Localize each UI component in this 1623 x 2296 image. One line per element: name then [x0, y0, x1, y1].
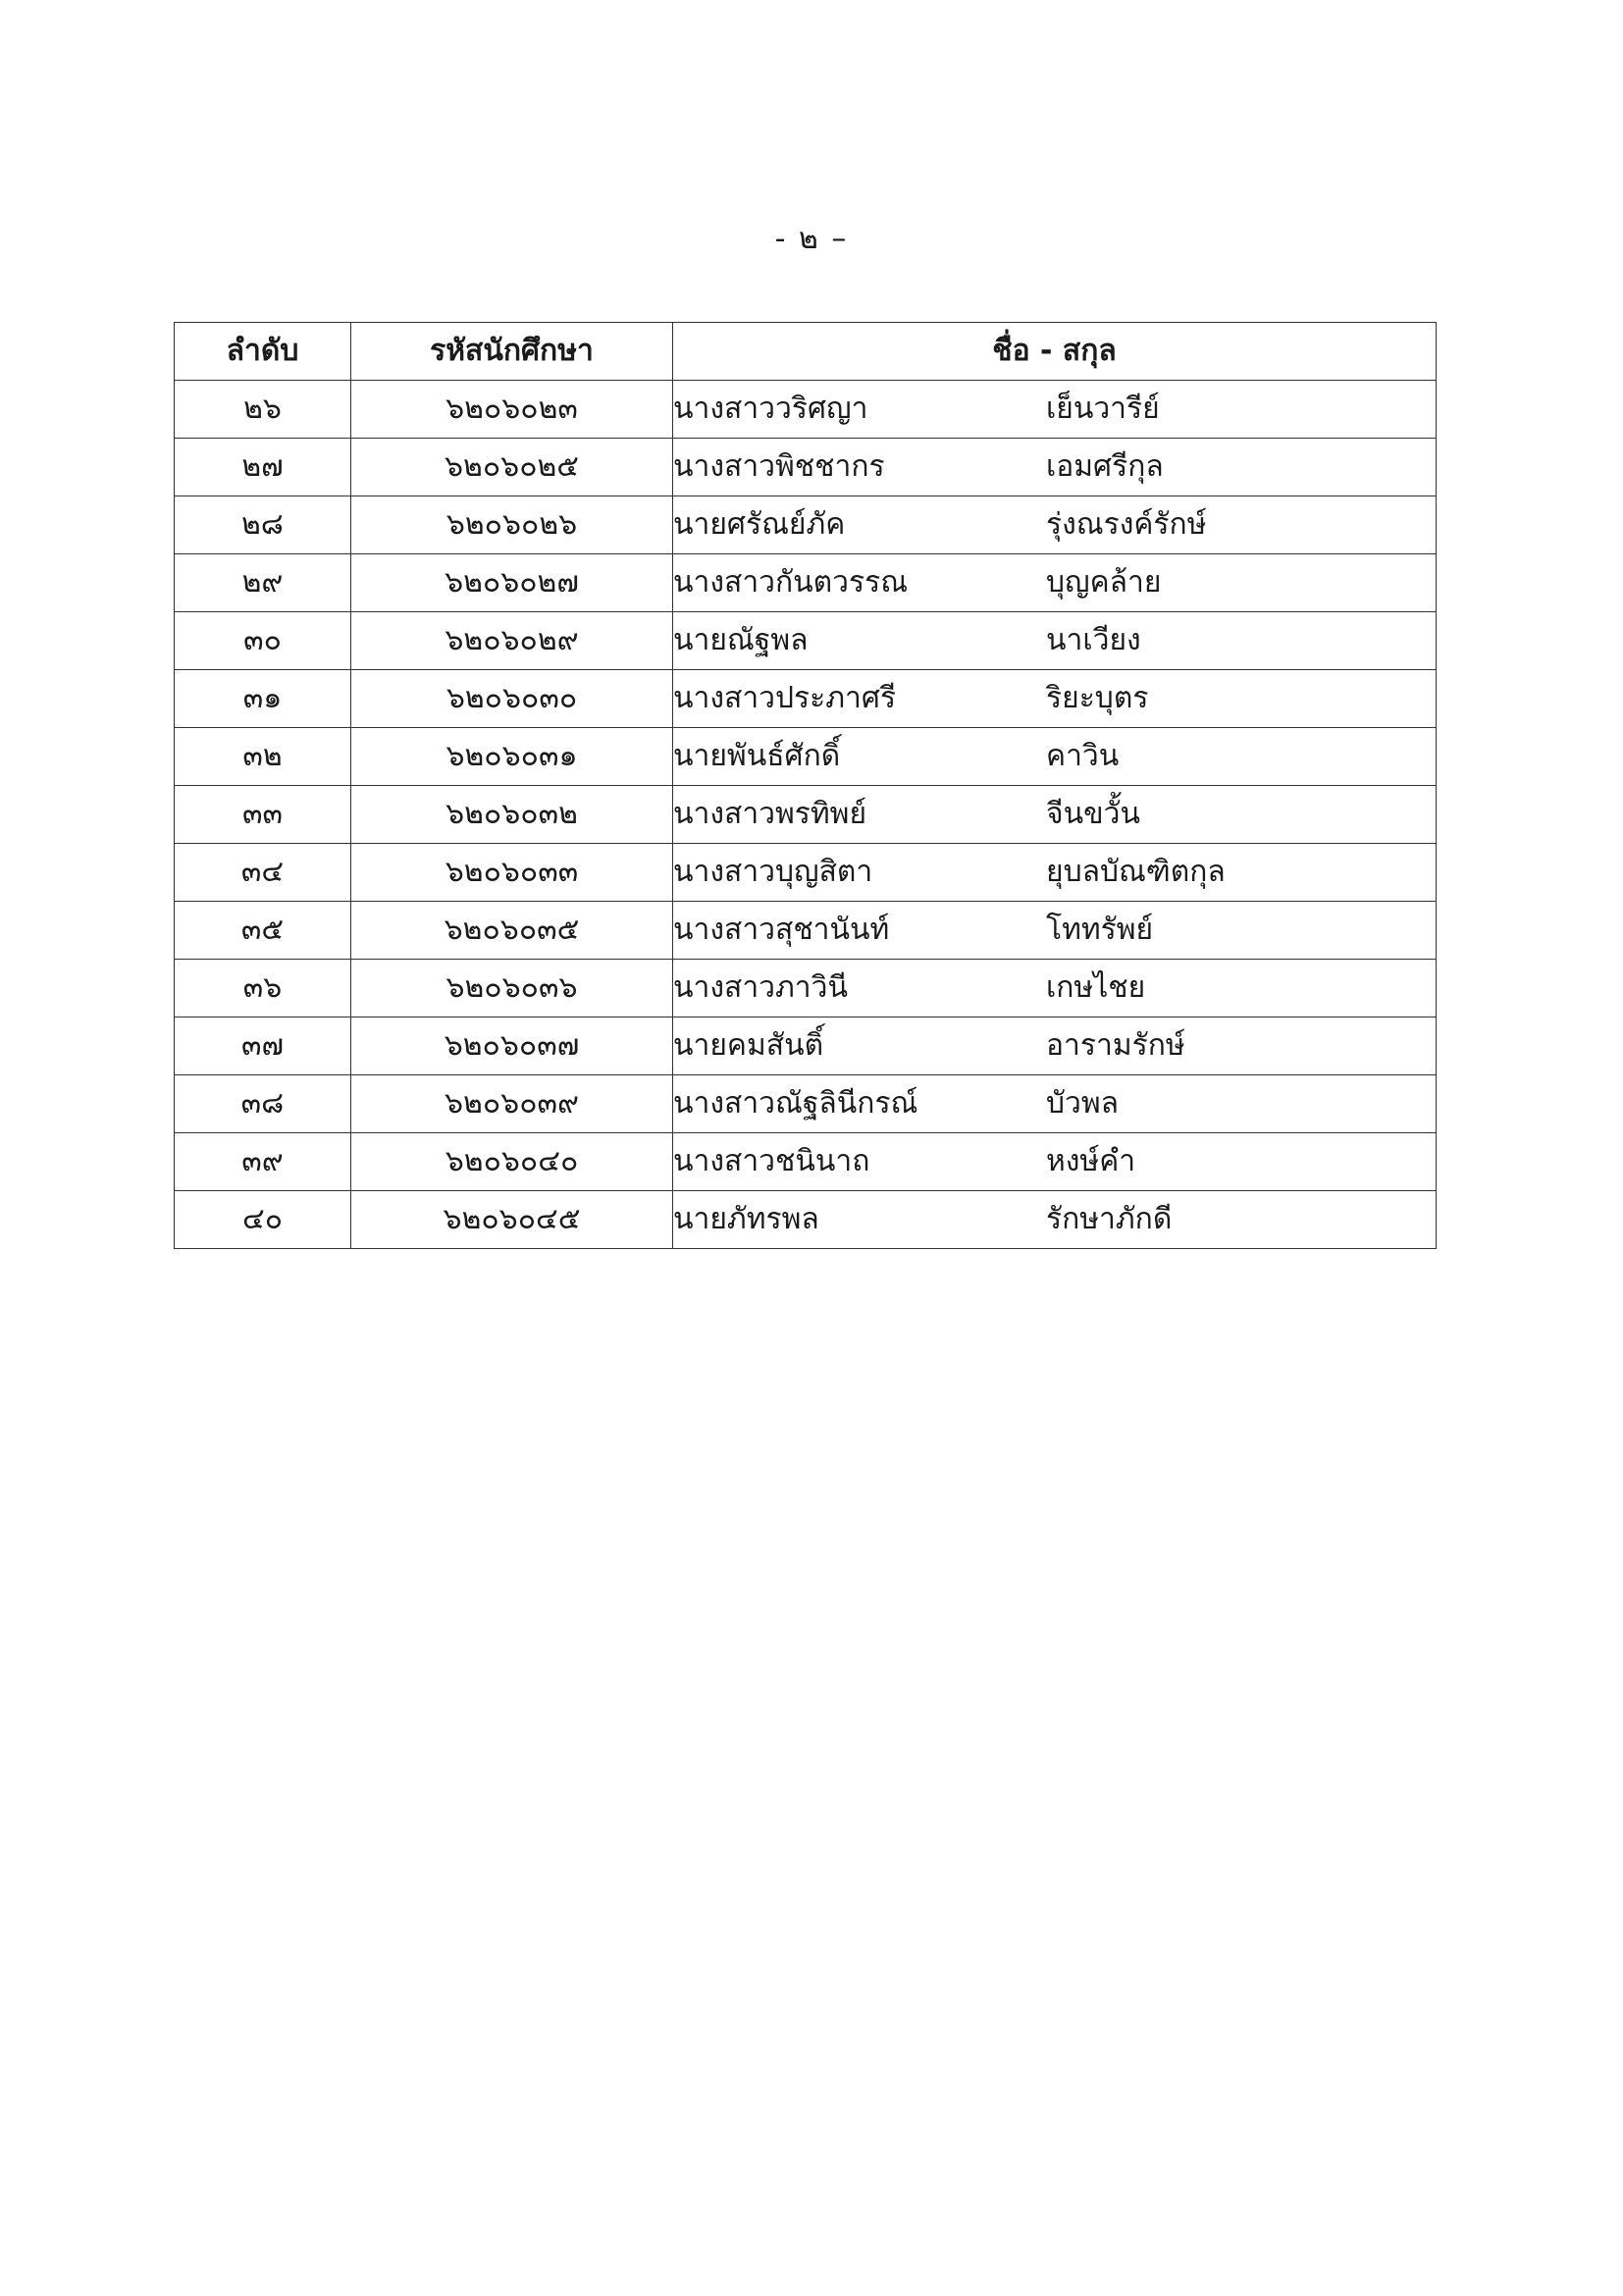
student-id: ๖๒๐๖๐๓๙ — [351, 1075, 673, 1133]
table-row — [175, 844, 1437, 902]
header-student-id: รหัสนักศึกษา — [351, 323, 673, 381]
student-id: ๖๒๐๖๐๓๒ — [351, 786, 673, 844]
student-id: ๖๒๐๖๐๔๐ — [351, 1133, 673, 1191]
student-id: ๖๒๐๖๐๓๗ — [351, 1018, 673, 1075]
last-name: เกษไชย — [1046, 970, 1146, 1005]
last-name: เย็นวารีย์ — [1046, 391, 1160, 426]
page-number: - ๒ – — [774, 222, 849, 256]
table-row — [175, 1191, 1437, 1249]
student-id: ๖๒๐๖๐๓๐ — [351, 670, 673, 728]
table-row — [175, 902, 1437, 960]
row-number: ๓๑ — [175, 670, 351, 728]
header-number: ลำดับ — [175, 323, 351, 381]
first-name: นางสาวประภาศรี — [673, 681, 897, 715]
student-id: ๖๒๐๖๐๒๓ — [351, 381, 673, 439]
row-number: ๒๘ — [175, 496, 351, 554]
row-number: ๓๔ — [175, 844, 351, 902]
table-row — [175, 496, 1437, 554]
table-row — [175, 381, 1437, 439]
table-row — [175, 786, 1437, 844]
table-row — [175, 960, 1437, 1018]
last-name: รักษาภักดี — [1046, 1202, 1173, 1236]
full-name-cell — [673, 439, 1437, 496]
last-name: หงษ์คำ — [1046, 1144, 1136, 1178]
first-name: นางสาววริศญา — [673, 391, 868, 426]
table-body — [175, 381, 1437, 1249]
student-id: ๖๒๐๖๐๓๕ — [351, 902, 673, 960]
full-name-cell — [673, 1133, 1437, 1191]
row-number: ๓๕ — [175, 902, 351, 960]
last-name: จีนขวั้น — [1046, 797, 1140, 831]
student-id: ๖๒๐๖๐๓๑ — [351, 728, 673, 786]
row-number: ๔๐ — [175, 1191, 351, 1249]
first-name: นางสาวสุชานันท์ — [673, 913, 890, 947]
first-name: นางสาวพิชชากร — [673, 449, 885, 484]
row-number: ๓๘ — [175, 1075, 351, 1133]
full-name-cell — [673, 496, 1437, 554]
row-number: ๓๗ — [175, 1018, 351, 1075]
last-name: ยุบลบัณฑิตกุล — [1046, 855, 1226, 889]
first-name: นางสาวกันตวรรณ — [673, 565, 909, 600]
first-name: นางสาวณัฐลินีกรณ์ — [673, 1086, 918, 1121]
last-name: เอมศรีกุล — [1046, 449, 1164, 484]
row-number: ๒๖ — [175, 381, 351, 439]
full-name-cell — [673, 960, 1437, 1018]
table-row — [175, 612, 1437, 670]
first-name: นายคมสันติ์ — [673, 1028, 824, 1063]
first-name: นางสาวพรทิพย์ — [673, 797, 867, 831]
table-row — [175, 1018, 1437, 1075]
row-number: ๓๖ — [175, 960, 351, 1018]
last-name: รุ่งณรงค์รักษ์ — [1046, 507, 1207, 542]
row-number: ๓๓ — [175, 786, 351, 844]
last-name: นาเวียง — [1046, 623, 1141, 657]
last-name: โททรัพย์ — [1046, 913, 1154, 947]
full-name-cell — [673, 670, 1437, 728]
first-name: นายพันธ์ศักดิ์ — [673, 739, 841, 773]
first-name: นายศรัณย์ภัค — [673, 507, 846, 542]
full-name-cell — [673, 786, 1437, 844]
row-number: ๒๗ — [175, 439, 351, 496]
full-name-cell — [673, 554, 1437, 612]
student-roster-table — [174, 322, 1437, 1249]
student-id: ๖๒๐๖๐๓๓ — [351, 844, 673, 902]
student-id: ๖๒๐๖๐๒๙ — [351, 612, 673, 670]
last-name: บัวพล — [1046, 1086, 1120, 1121]
student-id: ๖๒๐๖๐๒๗ — [351, 554, 673, 612]
full-name-cell — [673, 1191, 1437, 1249]
row-number: ๓๐ — [175, 612, 351, 670]
full-name-cell — [673, 1018, 1437, 1075]
table-row — [175, 554, 1437, 612]
full-name-cell — [673, 1075, 1437, 1133]
full-name-cell — [673, 902, 1437, 960]
last-name: อารามรักษ์ — [1046, 1028, 1185, 1063]
table-row — [175, 439, 1437, 496]
full-name-cell — [673, 844, 1437, 902]
first-name: นายภัทรพล — [673, 1202, 819, 1236]
first-name: นายณัฐพล — [673, 623, 809, 657]
first-name: นางสาวบุญสิตา — [673, 855, 873, 889]
full-name-cell — [673, 381, 1437, 439]
student-id: ๖๒๐๖๐๓๖ — [351, 960, 673, 1018]
table-row — [175, 1133, 1437, 1191]
header-full-name: ชื่อ - สกุล — [673, 323, 1437, 381]
first-name: นางสาวชนินาถ — [673, 1144, 870, 1178]
table-row — [175, 728, 1437, 786]
student-id: ๖๒๐๖๐๒๕ — [351, 439, 673, 496]
table-header-row — [175, 323, 1437, 381]
student-id: ๖๒๐๖๐๒๖ — [351, 496, 673, 554]
last-name: บุญคล้าย — [1046, 565, 1162, 600]
full-name-cell — [673, 728, 1437, 786]
last-name: ริยะบุตร — [1046, 681, 1149, 715]
table-row — [175, 670, 1437, 728]
first-name: นางสาวภาวินี — [673, 970, 848, 1005]
row-number: ๓๒ — [175, 728, 351, 786]
last-name: คาวิน — [1046, 739, 1120, 773]
student-id: ๖๒๐๖๐๔๕ — [351, 1191, 673, 1249]
row-number: ๒๙ — [175, 554, 351, 612]
full-name-cell — [673, 612, 1437, 670]
table-row — [175, 1075, 1437, 1133]
row-number: ๓๙ — [175, 1133, 351, 1191]
